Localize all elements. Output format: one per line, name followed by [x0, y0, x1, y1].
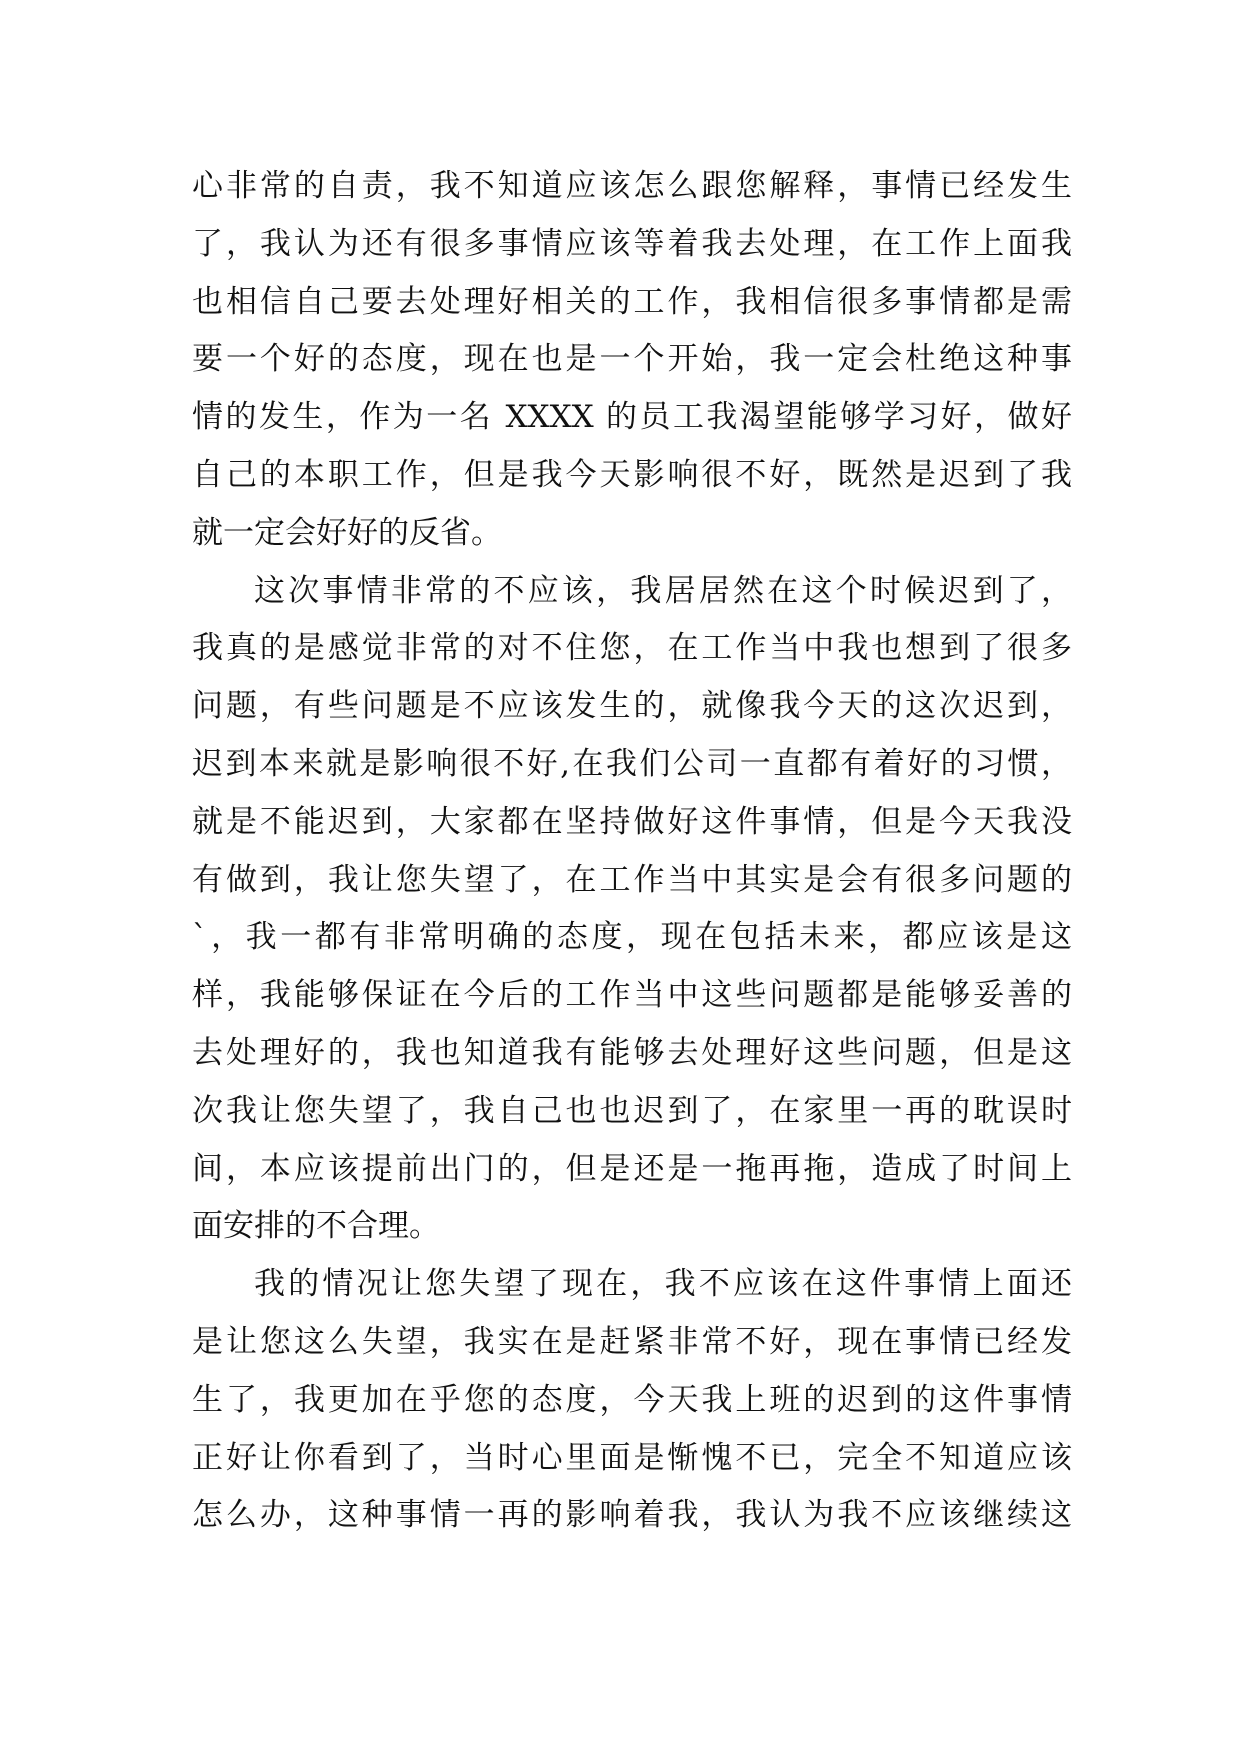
body-text — [192, 158, 1072, 1545]
text-line: 这次事情非常的不应该，我居居然在这个时候迟到了， — [254, 572, 1072, 609]
text-line: 问题，有些问题是不应该发生的，就像我今天的这次迟到， — [192, 688, 1072, 725]
text-line: 迟到本来就是影响很不好,在我们公司一直都有着好的习惯， — [192, 745, 1072, 782]
text-line: `，我一都有非常明确的态度，现在包括未来，都应该是这 — [192, 919, 1072, 956]
paragraph-3 — [192, 1256, 1072, 1545]
text-line: 面安排的不合理。 — [192, 1208, 440, 1245]
text-line: 了，我认为还有很多事情应该等着我去处理，在工作上面我 — [192, 225, 1072, 262]
text-line: 怎么办，这种事情一再的影响着我，我认为我不应该继续这 — [192, 1497, 1072, 1534]
text-line: 就是不能迟到，大家都在坚持做好这件事情，但是今天我没 — [192, 803, 1072, 840]
text-line: 次我让您失望了，我自己也也迟到了，在家里一再的耽误时 — [192, 1092, 1072, 1129]
text-line: 心非常的自责，我不知道应该怎么跟您解释，事情已经发生 — [192, 168, 1072, 204]
text-line: 生了，我更加在乎您的态度，今天我上班的迟到的这件事情 — [192, 1381, 1072, 1418]
text-line: 要一个好的态度，现在也是一个开始，我一定会杜绝这种事 — [192, 341, 1072, 378]
text-line: 去处理好的，我也知道我有能够去处理好这些问题，但是这 — [192, 1034, 1072, 1071]
text-line: 正好让你看到了，当时心里面是惭愧不已，完全不知道应该 — [192, 1439, 1072, 1476]
text-line: 是让您这么失望，我实在是赶紧非常不好，现在事情已经发 — [192, 1323, 1072, 1360]
text-line: 自己的本职工作，但是我今天影响很不好，既然是迟到了我 — [192, 456, 1072, 493]
text-line: 也相信自己要去处理好相关的工作，我相信很多事情都是需 — [192, 283, 1072, 320]
text-line: 有做到，我让您失望了，在工作当中其实是会有很多问题的 — [192, 861, 1072, 898]
text-line: 样，我能够保证在今后的工作当中这些问题都是能够妥善的 — [192, 977, 1072, 1014]
text-line: 我真的是感觉非常的对不住您，在工作当中我也想到了很多 — [192, 630, 1072, 667]
paragraph-2 — [192, 563, 1072, 1257]
paragraph-1 — [192, 158, 1072, 563]
text-line: 间，本应该提前出门的，但是还是一拖再拖，造成了时间上 — [192, 1150, 1072, 1187]
text-line: 就一定会好好的反省。 — [192, 514, 502, 551]
text-line: 我的情况让您失望了现在，我不应该在这件事情上面还 — [254, 1266, 1072, 1303]
text-line: 情的发生，作为一名 XXXX 的员工我渴望能够学习好，做好 — [192, 399, 1072, 436]
